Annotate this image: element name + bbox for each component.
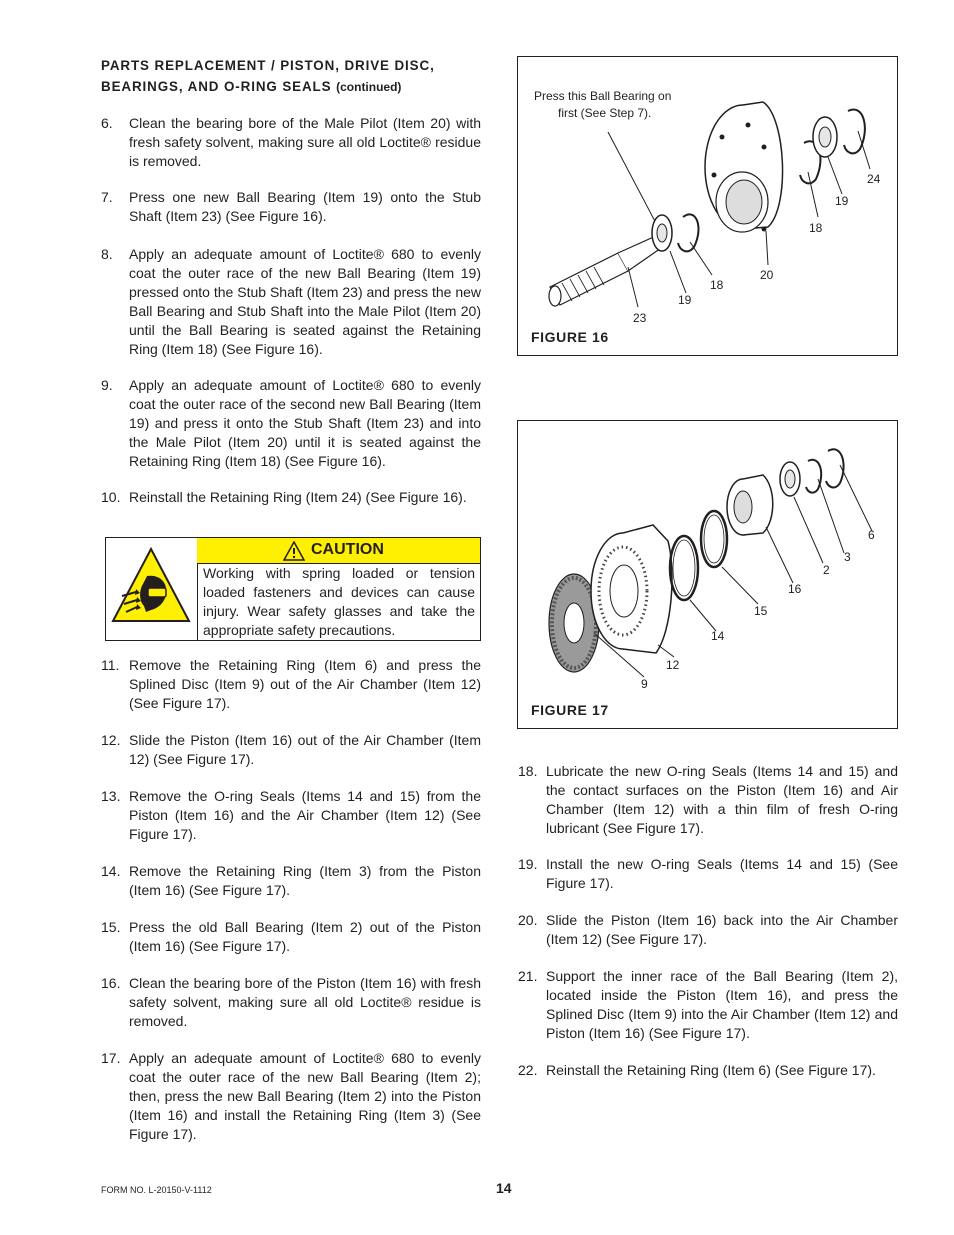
step-text: Install the new O-ring Seals (Items 14 and 15) (See Figure 17). <box>546 856 898 891</box>
step-text: Clean the bearing bore of the Piston (Item 16) with fresh safety solvent, making sure all old Loctite® residue is removed. <box>129 975 481 1029</box>
caution-text: Working with spring loaded or tension loaded fasteners and devices can cause injury. Wear safety glasses and take the appropriate safety precautions. <box>203 565 475 638</box>
step-16 <box>101 974 481 1031</box>
step-text: Clean the bearing bore of the Male Pilot (Item 20) with fresh safety solvent, making sure all old Loctite® residue is removed. <box>129 115 481 169</box>
step-number: 9. <box>101 377 113 393</box>
step-15 <box>101 918 481 956</box>
step-text: Press the old Ball Bearing (Item 2) out of the Piston (Item 16) (See Figure 17). <box>129 919 481 954</box>
figure-16-note-line2: first (See Step 7). <box>558 106 652 120</box>
step-text: Reinstall the Retaining Ring (Item 24) (See Figure 16). <box>129 489 467 505</box>
step-number: 11. <box>101 657 120 673</box>
step-12 <box>101 731 481 769</box>
step-18 <box>518 762 898 838</box>
safety-glasses-warning-icon <box>106 538 197 640</box>
step-text: Press one new Ball Bearing (Item 19) onto the Stub Shaft (Item 23) (See Figure 16). <box>129 189 481 224</box>
step-number: 10. <box>101 489 121 505</box>
caution-icon-cell <box>106 538 198 640</box>
step-text: Slide the Piston (Item 16) out of the Air Chamber (Item 12) (See Figure 17). <box>129 732 481 767</box>
step-text: Remove the O-ring Seals (Items 14 and 15) from the Piston (Item 16) and the Air Chamber (Item 12) (See Figure 17). <box>129 788 481 842</box>
continued-label: (continued) <box>336 80 402 94</box>
step-text: Remove the Retaining Ring (Item 3) from the Piston (Item 16) (See Figure 17). <box>129 863 481 898</box>
callout-19: 19 <box>835 194 849 208</box>
step-text: Apply an adequate amount of Loctite® 680 to evenly coat the outer race of the second new Ball Bearing (Item 19) and press it onto the Stub Shaft (Item 23) and into the Male Pilot (Item 20) until it is seated against the Retaining Ring (Item 18) (See Figure 16). <box>129 377 481 469</box>
callout-12: 12 <box>666 658 680 672</box>
caution-box <box>105 537 481 641</box>
figure-17-drawing <box>518 421 896 727</box>
step-6 <box>101 114 481 171</box>
step-20 <box>518 911 898 949</box>
step-text: Lubricate the new O-ring Seals (Items 14 and 15) and the contact surfaces on the Piston (Item 16) and Air Chamber (Item 12) with a thin film of fresh O-ring lubricant (See Figure 17). <box>546 763 898 836</box>
callout-2: 2 <box>823 563 830 577</box>
step-text: Reinstall the Retaining Ring (Item 6) (See Figure 17). <box>546 1062 876 1078</box>
form-number: FORM NO. L-20150-V-1112 <box>101 1185 212 1195</box>
step-text: Apply an adequate amount of Loctite® 680 to evenly coat the outer race of the new Ball Bearing (Item 2); then, press the new Ball Bearing (Item 2) into the Piston (Item 16) and install the Retaining Ring (Item 3) (See Figure 17). <box>129 1050 481 1142</box>
callout-18: 18 <box>809 221 823 235</box>
piston-shape <box>727 475 773 535</box>
step-8 <box>101 245 481 359</box>
callout-19: 19 <box>678 293 692 307</box>
caution-title: CAUTION <box>311 541 384 558</box>
step-19 <box>518 855 898 893</box>
figure-16-note-line1: Press this Ball Bearing on <box>534 89 672 103</box>
figure-16-label: FIGURE 16 <box>531 329 609 345</box>
step-7 <box>101 188 481 226</box>
step-number: 7. <box>101 189 113 205</box>
step-13 <box>101 787 481 844</box>
callout-20: 20 <box>760 268 774 282</box>
step-number: 18. <box>518 763 538 779</box>
step-number: 16. <box>101 975 121 991</box>
air-chamber-shape <box>591 525 672 653</box>
section-heading <box>101 55 481 98</box>
step-22 <box>518 1061 898 1080</box>
callout-9: 9 <box>641 677 648 691</box>
step-number: 21. <box>518 968 538 984</box>
callout-24: 24 <box>867 172 881 186</box>
callout-18: 18 <box>710 278 724 292</box>
step-number: 13. <box>101 788 121 804</box>
step-17 <box>101 1049 481 1144</box>
callout-14: 14 <box>711 629 725 643</box>
step-text: Slide the Piston (Item 16) back into the Air Chamber (Item 12) (See Figure 17). <box>546 912 898 947</box>
step-number: 12. <box>101 732 121 748</box>
page-number: 14 <box>496 1180 512 1196</box>
step-text: Support the inner race of the Ball Bearing (Item 2), located inside the Piston (Item 16), and press the Splined Disc (Item 9) into the Air Chamber (Item 12) and Piston (Item 16) (See Figure 17). <box>546 968 898 1041</box>
section-title: PARTS REPLACEMENT / PISTON, DRIVE DISC, BEARINGS, AND O-RING SEALS <box>101 58 435 94</box>
callout-15: 15 <box>754 604 768 618</box>
caution-header <box>197 538 480 564</box>
step-number: 17. <box>101 1050 121 1066</box>
figure-16 <box>517 56 898 356</box>
step-21 <box>518 967 898 1043</box>
step-number: 19. <box>518 856 538 872</box>
step-number: 6. <box>101 115 113 131</box>
callout-16: 16 <box>788 582 802 596</box>
step-number: 14. <box>101 863 121 879</box>
step-number: 22. <box>518 1062 538 1078</box>
figure-17 <box>517 420 898 729</box>
step-10 <box>101 488 481 526</box>
step-text: Remove the Retaining Ring (Item 6) and press the Splined Disc (Item 9) out of the Air Chamber (Item 12) (See Figure 17). <box>129 657 481 711</box>
step-14 <box>101 862 481 900</box>
callout-6: 6 <box>868 528 875 542</box>
step-number: 8. <box>101 246 113 262</box>
step-11 <box>101 656 481 713</box>
step-number: 15. <box>101 919 121 935</box>
figure-17-label: FIGURE 17 <box>531 702 609 718</box>
step-9 <box>101 376 481 471</box>
stub-shaft-shape <box>549 235 664 306</box>
step-number: 20. <box>518 912 538 928</box>
callout-23: 23 <box>633 311 647 325</box>
step-text: Apply an adequate amount of Loctite® 680 to evenly coat the outer race of the new Ball Bearing (Item 19) pressed onto the Stub Shaft (Item 23) and press the new Ball Bearing and Stub Shaft into the Male Pilot (Item 20) until the Ball Bearing is seated against the Retaining Ring (Item 18) (See Figure 16). <box>129 246 481 357</box>
callout-3: 3 <box>844 550 851 564</box>
male-pilot-shape <box>705 102 783 232</box>
warning-triangle-icon <box>283 541 305 561</box>
